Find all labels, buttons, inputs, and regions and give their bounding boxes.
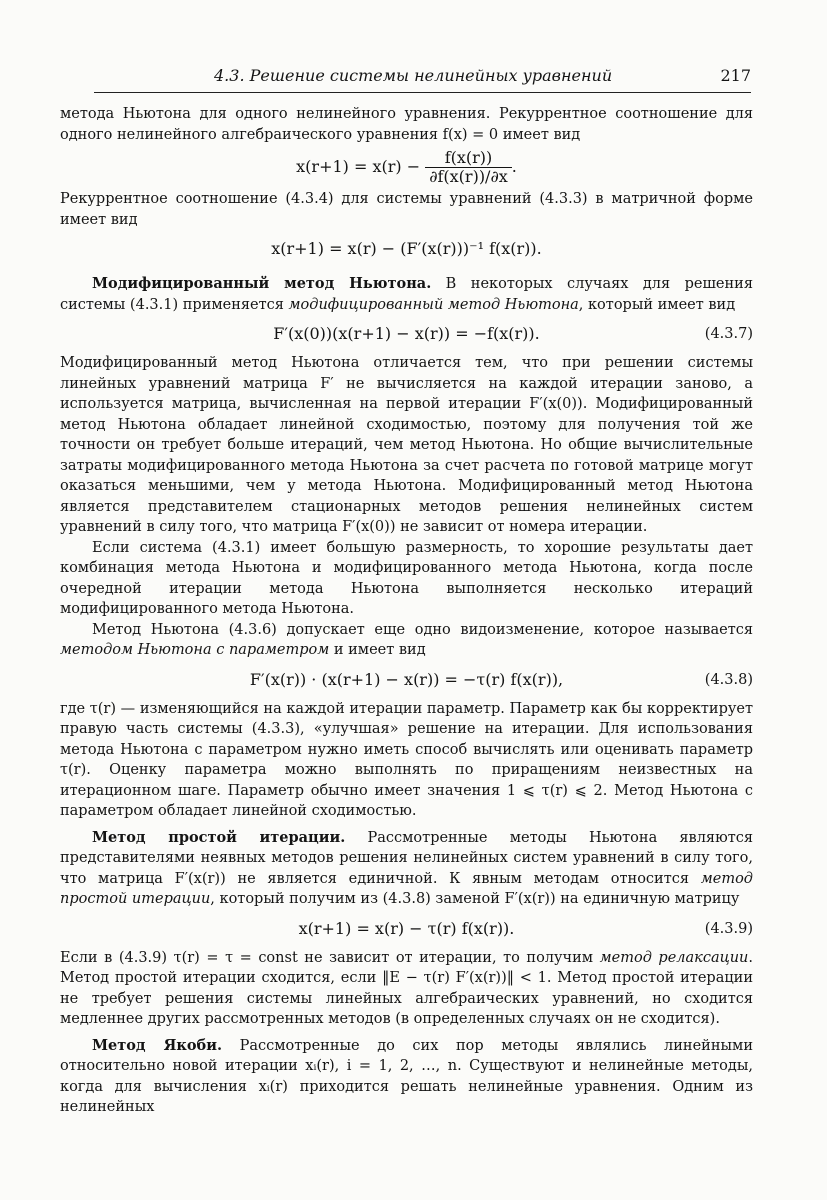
paragraph-4: Модифицированный метод Ньютона отличается тем, что при решении системы линейных уравнений матрица F′ не вычисляется на каждой итерации заново, а используется матрица, вычисленная на первой итерации F′(x(0)). Модифицированный метод Ньютона обладает линейной сходимостью, поэтому для получения той же точности он требует больше итераций, чем метод Ньютона. Но общие вычислительные затраты модифицированного метода Ньютона за счет расчета по готовой матрице могут оказаться меньшими, чем у метода Ньютона. Модифицированный метод Ньютона является представителем стационарных методов решения нелинейных систем уравнений в силу того, что матрица F′(x(0)) не зависит от номера итерации. xyxy=(60,355,753,535)
page-number: 217 xyxy=(720,66,751,85)
emphasis-term: метод простой итерации xyxy=(60,870,753,907)
equation-lhs: x(r+1) = x(r) − xyxy=(296,157,421,176)
paragraph-text: и имеет вид xyxy=(329,642,426,658)
header-rule xyxy=(94,92,751,93)
equation-newton-scalar xyxy=(60,145,753,189)
equation-fraction xyxy=(425,149,512,186)
paragraph-text: Если в (4.3.9) τ(r) = τ = const не зависит от итерации, то получим xyxy=(60,949,600,966)
fraction-numerator: f(x(r)) xyxy=(425,149,512,168)
section-title: 4.3. Решение системы нелинейных уравнений xyxy=(214,66,613,85)
paragraph-5: Если система (4.3.1) имеет большую размерность, то хорошие результаты дает комбинация метода Ньютона и модифицированного метода Ньютона, когда после очередной итерации метода Ньютона выполняется несколько итераций модифицированного метода Ньютона. xyxy=(60,539,753,617)
equation-newton-matrix: x(r+1) = x(r) − (F′(x(r)))⁻¹ f(x(r)). xyxy=(271,239,542,258)
paragraph-text: , который имеет вид xyxy=(578,296,736,313)
emphasis-term: метод релаксации xyxy=(599,949,749,966)
equation-body: x(r+1) = x(r) − τ(r) f(x(r)). xyxy=(298,918,515,938)
equation-body: F′(x(0))(x(r+1) − x(r)) = −f(x(r)). xyxy=(273,324,540,343)
running-head xyxy=(94,66,751,90)
paragraph-simple-iteration xyxy=(60,828,753,910)
paragraph-6 xyxy=(60,620,753,661)
paragraph-text: Рассмотренные методы Ньютона являются представителями неявных методов решения нелинейных систем уравнений в силу того, что матрица F′(x(r)) не является единичной. К явным методам относится xyxy=(60,829,753,887)
paragraph-1: метода Ньютона для одного нелинейного уравнения. Рекуррентное соотношение для одного нелинейного алгебраического уравнения f(x) = 0 имеет вид xyxy=(60,106,753,143)
paragraph-text: Рассмотренные до сих пор методы являлись линейными относительно новой итерации xᵢ(r), i = 1, 2, …, n. Существуют и нелинейные методы, когда для вычисления xᵢ(r) приходится решать нелинейные уравнения. Одним из нелинейных xyxy=(60,1037,753,1115)
page-body xyxy=(60,104,753,1118)
paragraph-9 xyxy=(60,948,753,1030)
equation-period: . xyxy=(511,157,517,176)
emphasis-term: модифицированный метод Ньютона xyxy=(288,296,579,313)
emphasis-term: методом Ньютона с параметром xyxy=(60,642,330,658)
paragraph-modified-newton xyxy=(60,274,753,315)
paragraph-text: Метод Ньютона (4.3.6) допускает еще одно видоизменение, которое называется xyxy=(92,621,753,638)
equation-4-3-8 xyxy=(60,661,753,699)
equation-body: F′(x(r)) · (x(r+1) − x(r)) = −τ(r) f(x(r)), xyxy=(249,669,564,689)
equation-number: (4.3.8) xyxy=(704,671,753,688)
paragraph-2: Рекуррентное соотношение (4.3.4) для системы уравнений (4.3.3) в матричной форме имеет вид xyxy=(60,191,753,228)
equation-4-3-7 xyxy=(60,315,753,353)
paragraph-heading: Метод Якоби. xyxy=(92,1036,223,1054)
fraction-denominator: ∂f(x(r))/∂x xyxy=(429,167,508,186)
equation-number: (4.3.7) xyxy=(704,326,753,342)
equation-4-3-9 xyxy=(60,910,753,948)
paragraph-text: . Метод простой итерации сходится, если ‖E − τ(r) F′(x(r))‖ < 1. Метод простой итерации не требует решения системы линейных алгебраических уравнений, но сходится медленнее других рассмотренных методов (в определенных случаях он не сходится). xyxy=(60,949,753,1027)
paragraph-heading: Метод простой итерации. xyxy=(92,828,346,846)
paragraph-7: где τ(r) — изменяющийся на каждой итерации параметр. Параметр как бы корректирует правую часть системы (4.3.3), «улучшая» решение на итерации. Для использования метода Ньютона с параметром нужно иметь способ вычислять или оценивать параметр τ(r). Оценку параметра можно выполнять по приращениям неизвестных на итерационном шаге. Параметр обычно имеет значения 1 ⩽ τ(r) ⩽ 2. Метод Ньютона с параметром обладает линейной сходимостью. xyxy=(60,700,753,819)
equation-number: (4.3.9) xyxy=(704,920,753,937)
paragraph-heading: Модифицированный метод Ньютона. xyxy=(92,275,432,292)
paragraph-text: В некоторых случаях для решения системы (4.3.1) применяется xyxy=(60,276,753,313)
paragraph-text: , который получим из (4.3.8) заменой F′(x(r)) на единичную матрицу xyxy=(210,891,740,907)
paragraph-jacobi xyxy=(60,1036,753,1118)
